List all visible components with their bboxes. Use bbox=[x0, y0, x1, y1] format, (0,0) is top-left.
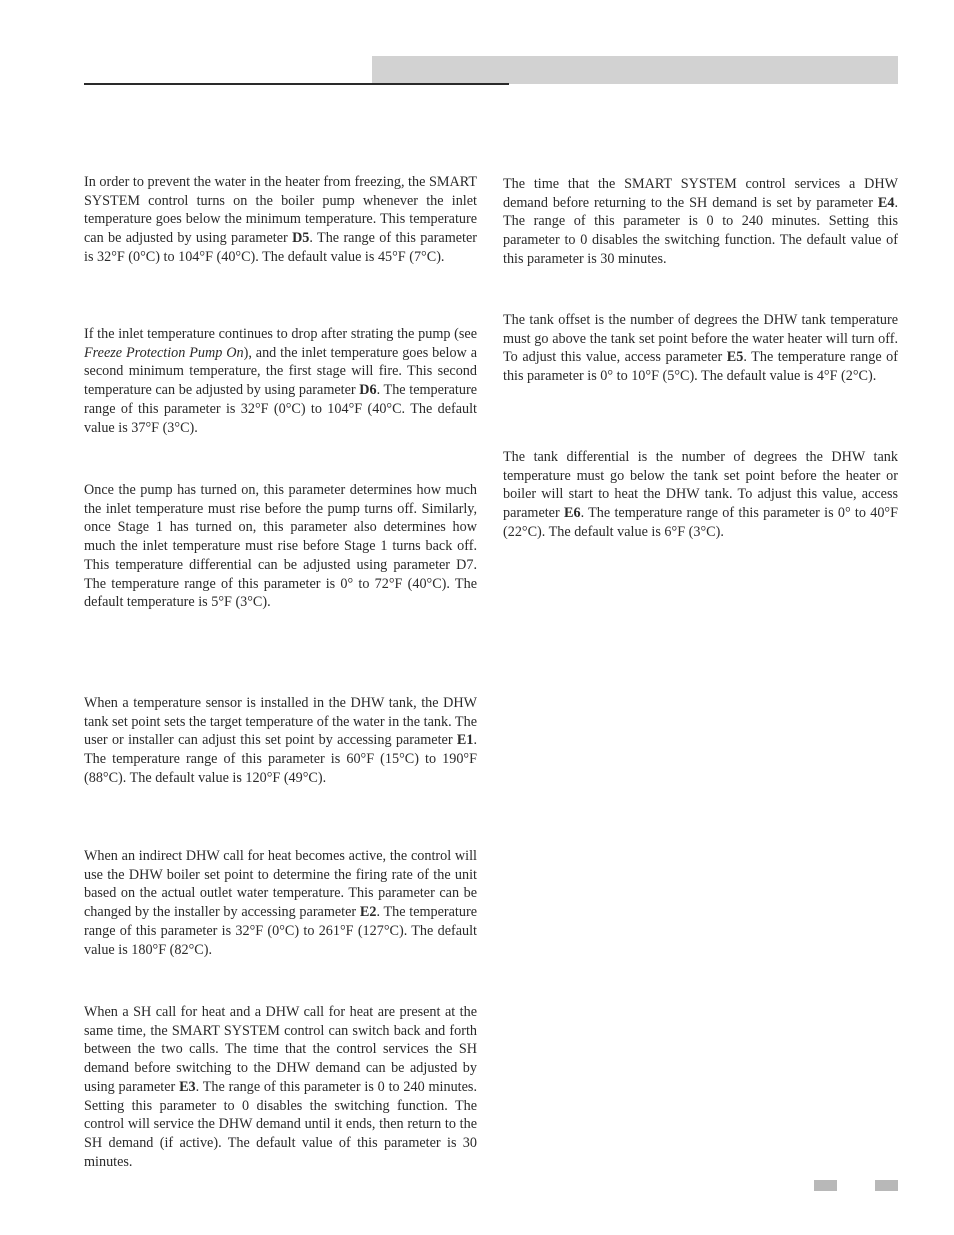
body-text: . The range of this parameter is 0 to 240 minutes. Setting this parameter to 0 disables the switching function. The control will service the DHW demand until it ends, then return to the SH demand (if active). The default value of this parameter is 30 minutes. bbox=[84, 1078, 477, 1170]
parameter-code: E3 bbox=[179, 1078, 196, 1095]
body-text: . The range of this parameter is 0 to 240 minutes. Setting this parameter to 0 disables the switching function. The default value of this parameter is 30 minutes. bbox=[503, 194, 898, 267]
parameter-code: E6 bbox=[564, 505, 581, 522]
parameter-code: E4 bbox=[877, 194, 895, 211]
parameter-code: E1 bbox=[456, 732, 474, 749]
header-gray-bar bbox=[372, 56, 898, 84]
body-text: The time that the SMART SYSTEM control services a DHW demand before returning to the SH demand is set by parameter bbox=[503, 176, 898, 211]
emphasis-text: Freeze Protection Pump On bbox=[84, 344, 244, 361]
body-text: Once the pump has turned on, this parameter determines how much the inlet temperature must rise before the pump turns off. Similarly, once Stage 1 has turned on, this parameter also determines how much the inlet temperature must rise before Stage 1 turns back off. This temperature differential can be adjusted using parameter D7. The temperature range of this parameter is 0° to 72°F (40°C). The default temperature is 5°F (3°C). bbox=[84, 482, 477, 611]
body-text: If the inlet temperature continues to drop after strating the pump (see bbox=[84, 326, 477, 342]
parameter-code: E5 bbox=[726, 349, 744, 366]
body-text: When a SH call for heat and a DHW call for heat are present at the same time, the SMART SYSTEM control can switch back and forth between the two calls. The time that the control services the SH demand before switching to the DHW demand can be adjusted by using parameter bbox=[84, 1004, 477, 1095]
body-text: The tank offset is the number of degrees the DHW tank temperature must go above the tank set point before the water heater will turn off. To adjust this value, access parameter bbox=[503, 312, 898, 366]
parameter-code: D5 bbox=[292, 230, 310, 247]
body-text: In order to prevent the water in the heater from freezing, the SMART SYSTEM control turns on the boiler pump whenever the inlet temperature goes below the minimum temperature. This temperature can be adjusted by using parameter bbox=[84, 174, 477, 247]
left-column-paragraph bbox=[84, 173, 477, 267]
body-text: . The temperature range of this parameter is 32°F (0°C) to 261°F (127°C). The default value is 180°F (82°C). bbox=[84, 904, 477, 958]
right-column-paragraph bbox=[503, 175, 898, 269]
left-column-paragraph bbox=[84, 481, 477, 612]
left-column-paragraph bbox=[84, 1003, 477, 1171]
right-column-paragraph bbox=[503, 311, 898, 386]
parameter-code: D6 bbox=[359, 382, 377, 399]
parameter-code: E2 bbox=[359, 904, 377, 921]
right-column-paragraph bbox=[503, 448, 898, 542]
left-column-paragraph bbox=[84, 325, 477, 437]
body-text: When a temperature sensor is installed in the DHW tank, the DHW tank set point sets the target temperature of the water in the tank. The user or installer can adjust this set point by accessing parameter bbox=[84, 695, 477, 749]
body-text: . The temperature range of this parameter is 0° to 40°F (22°C). The default value is 6°F (3°C). bbox=[503, 505, 899, 540]
left-column-paragraph bbox=[84, 847, 477, 959]
footer-tab-right bbox=[875, 1180, 898, 1191]
body-text: ), and the inlet temperature goes below a second minimum temperature, the first stage will fire. This second temperature can be adjusted by using parameter bbox=[84, 344, 477, 399]
body-text: . The range of this parameter is 32°F (0°C) to 104°F (40°C). The default value is 45°F (7°C). bbox=[84, 230, 477, 265]
body-text: The tank differential is the number of degrees the DHW tank temperature must go below the tank set point before the heater or boiler will start to heat the DHW tank. To adjust this value, access parameter bbox=[503, 449, 898, 522]
body-text: . The temperature range of this parameter is 60°F (15°C) to 190°F (88°C). The default value is 120°F (49°C). bbox=[84, 732, 477, 786]
header-rule bbox=[84, 83, 509, 85]
body-text: . The temperature range of this parameter is 32°F (0°C) to 104°F (40°C. The default value is 37°F (3°C). bbox=[84, 382, 477, 436]
left-column-paragraph bbox=[84, 694, 477, 788]
footer-tab-left bbox=[814, 1180, 837, 1191]
body-text: When an indirect DHW call for heat becomes active, the control will use the DHW boiler set point to determine the firing rate of the unit based on the actual outlet water temperature. This parameter can be changed by the installer by accessing parameter bbox=[84, 848, 477, 921]
body-text: . The temperature range of this parameter is 0° to 10°F (5°C). The default value is 4°F (2°C). bbox=[503, 349, 899, 385]
